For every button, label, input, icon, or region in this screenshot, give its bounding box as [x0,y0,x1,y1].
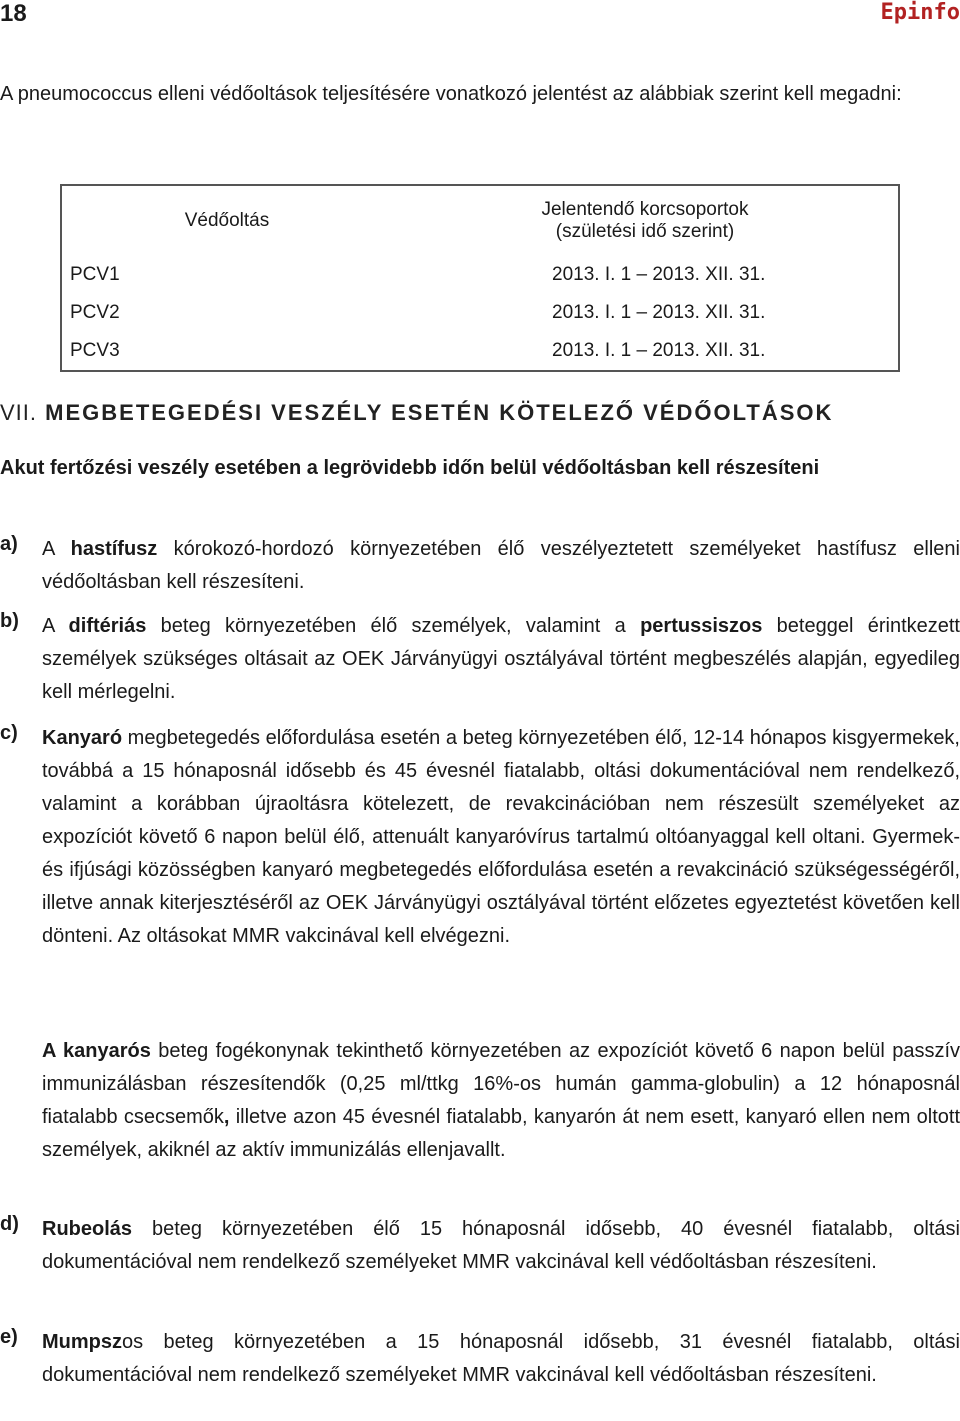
disease-name: A kanyarós [42,1040,151,1062]
disease-name: Rubeolás [42,1218,133,1240]
intro-paragraph: A pneumococcus elleni védőoltások teljesítésére vonatkozó jelentést az alábbiak szerint kell megadni: [0,83,902,105]
section-lead: Akut fertőzési veszély esetében a legrövidebb időn belül védőoltásban kell részesíteni [0,457,820,479]
table-row [61,332,899,372]
list-item-b [0,610,960,709]
list-item-c [0,722,960,953]
item-text: Mumpszos beteg környezetében a 15 hónaposnál idősebb, 31 évesnél fiatalabb, oltási dokumentációval nem rendelkező személyeket MMR vakcinával kell védőoltásban részesíteni. [42,1331,960,1386]
item-text: A diftériás beteg környezetében élő személyek, valamint a pertussiszos beteggel érintkezett személyek szükséges oltásait az OEK Járványügyi osztályával történt megbeszélés alapján, egyedileg kell mérlegelni. [42,615,960,703]
list-item-c-continued [0,1035,960,1167]
publication-logo: Epinfo [880,0,960,25]
column-header-vaccination: Védőoltás [184,210,270,231]
age-groups-header-line1: Jelentendő korcsoportok [541,199,749,220]
birth-date-range: 2013. I. 1 – 2013. XII. 31. [552,263,766,285]
list-item-d [0,1213,960,1279]
item-text: Kanyaró megbetegedés előfordulása esetén a beteg környezetében élő, 12-14 hónapos kisgyermekek, továbbá a 15 hónaposnál idősebb és 45 évesnél fiatalabb, oltási dokumentációval nem rendelkező, valamint a korábban újraoltásra kötelezett, de revakcinációban nem részesült személyeket az expozíciót követő 6 napon belül élő, attenuált kanyaróvírus tartalmú oltóanyaggal kell oltani. Gyermek- és ifjúsági közösségben kanyaró megbetegedés előfordulása esetén a revakcináció szükségességéről, illetve annak kiterjesztéséről az OEK Járványügyi osztályával történt előzetes egyeztetést követően kell dönteni. Az oltásokat MMR vakcinával kell elvégezni. [42,727,960,947]
section-number: VII. [0,400,38,425]
item-label: a) [0,533,18,555]
table-header-row [61,185,899,256]
item-text: Rubeolás beteg környezetében élő 15 hónaposnál idősebb, 40 évesnél fiatalabb, oltási dokumentációval nem rendelkező személyeket MMR vakcinával kell védőoltásban részesíteni. [42,1218,960,1273]
list-item-e [0,1326,960,1392]
item-label: d) [0,1213,19,1235]
disease-name: diftériás [68,615,147,637]
disease-name: Mumpsz [42,1331,122,1353]
list-item-a [0,533,960,599]
page-number: 18 [0,0,27,27]
column-header-age-groups [392,185,899,256]
vaccine-name: PCV1 [70,263,120,285]
vaccination-report-table [60,184,900,372]
age-groups-header-line2: (születési idő szerint) [555,221,735,242]
table-row [61,256,899,294]
vaccine-name: PCV3 [70,339,120,361]
item-text: A kanyarós beteg fogékonynak tekinthető környezetében az expozíciót követő 6 napon belül passzív immunizálásban részesítendők (0,25 ml/ttkg 16%-os humán gamma-globulin) a 12 hónaposnál fiatalabb csecsemők, illetve azon 45 évesnél fiatalabb, kanyarón át nem esett, kanyaró ellen nem oltott személyek, akiknél az aktív immunizálás ellenjavallt. [42,1040,960,1161]
item-label: e) [0,1326,18,1348]
item-label: b) [0,610,19,632]
disease-name: pertussiszos [640,615,763,637]
birth-date-range: 2013. I. 1 – 2013. XII. 31. [552,339,766,361]
item-text: A hastífusz kórokozó-hordozó környezetében élő veszélyeztetett személyeket hastífusz elleni védőoltásban kell részesíteni. [42,538,960,593]
disease-name: Kanyaró [42,727,123,749]
vaccine-name: PCV2 [70,301,120,323]
item-label: c) [0,722,18,744]
birth-date-range: 2013. I. 1 – 2013. XII. 31. [552,301,766,323]
disease-name: hastífusz [70,538,158,560]
table-row [61,294,899,332]
section-heading [0,400,833,426]
section-title: MEGBETEGEDÉSI VESZÉLY ESETÉN KÖTELEZŐ VÉDŐOLTÁSOK [45,400,834,425]
